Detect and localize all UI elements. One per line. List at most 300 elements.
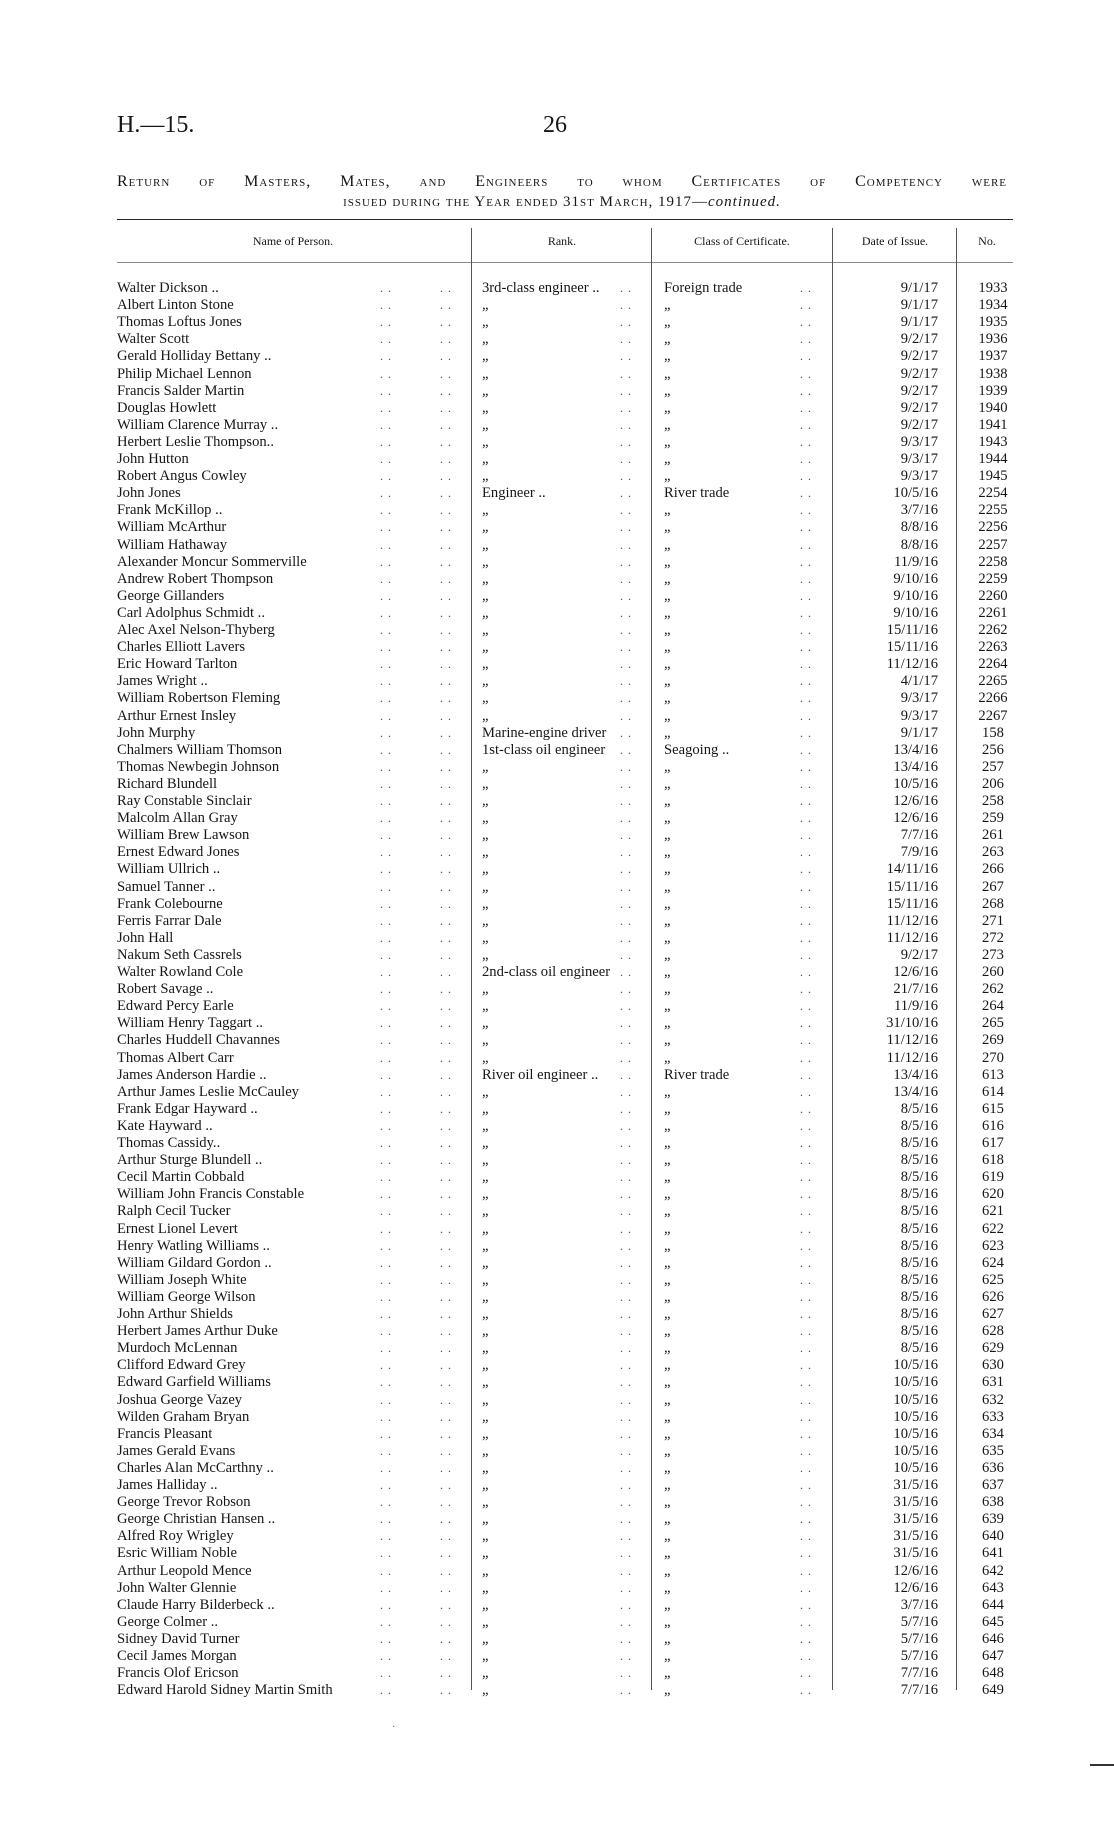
person-name: John Arthur Shields (117, 1306, 233, 1322)
rank: „ (482, 1477, 489, 1493)
rank-leader-dots: . . (620, 486, 632, 501)
certificate-number: 261 (982, 827, 1004, 844)
date-of-issue: 5/7/16 (900, 1630, 938, 1647)
certificate-number: 2259 (978, 570, 1008, 587)
date-of-issue: 9/1/17 (900, 297, 938, 314)
certificate-class: „ (664, 929, 671, 946)
date-of-issue: 13/4/16 (893, 758, 938, 775)
rank: „ (482, 878, 489, 895)
name-leader-dots-2: . . (440, 537, 452, 552)
certificate-class: „ (664, 1613, 671, 1630)
certificate-class: „ (664, 861, 671, 878)
certificate-number: 637 (982, 1477, 1004, 1493)
rank-leader-dots: . . (620, 1272, 632, 1287)
person-name: Thomas Albert Carr (117, 1049, 234, 1066)
header-bottom-rule (117, 262, 1013, 263)
certificate-number: 2264 (978, 656, 1008, 673)
certificate-number: 625 (982, 1271, 1004, 1288)
name-leader-dots-1: . . (380, 1170, 392, 1185)
person-name: Robert Angus Cowley (117, 468, 247, 485)
class-leader-dots: . . (800, 1324, 812, 1339)
person-name: John Hall (117, 929, 174, 946)
certificate-class: „ (664, 1391, 671, 1408)
certificate-number: 642 (982, 1562, 1004, 1579)
date-of-issue: 21/7/16 (893, 981, 938, 998)
name-leader-dots-2: . . (440, 623, 452, 637)
rank: „ (482, 656, 489, 673)
certificate-class: „ (664, 536, 671, 553)
rank: „ (482, 451, 489, 467)
certificate-class: River trade (664, 485, 730, 502)
class-leader-dots: . . (800, 1409, 812, 1424)
rank-leader-dots: . . (620, 1409, 632, 1424)
certificate-class: „ (664, 1254, 671, 1271)
rank-leader-dots: . . (620, 1084, 632, 1099)
certificate-number: 273 (982, 946, 1004, 963)
certificate-class: „ (664, 1630, 671, 1647)
class-leader-dots: . . (800, 1649, 812, 1663)
person-name: William John Francis Constable (117, 1186, 305, 1203)
person-name: Edward Garfield Williams (117, 1374, 271, 1391)
date-of-issue: 9/1/17 (900, 280, 938, 296)
name-leader-dots-1: . . (380, 1101, 392, 1116)
person-name: Ferris Farrar Dale (117, 912, 222, 929)
certificate-number: 646 (982, 1630, 1004, 1647)
certificate-number: 633 (982, 1408, 1004, 1425)
name-leader-dots-2: . . (440, 947, 452, 962)
rank-leader-dots: . . (620, 1683, 632, 1698)
certificate-class: „ (664, 1408, 671, 1425)
table-row (0, 1682, 1114, 1699)
date-of-issue: 10/5/16 (893, 1374, 938, 1391)
name-leader-dots-1: . . (380, 708, 392, 723)
class-leader-dots: . . (800, 794, 812, 808)
rank: „ (482, 1288, 489, 1305)
certificate-number: 262 (982, 981, 1004, 998)
person-name: William Ullrich .. (117, 861, 221, 878)
certificate-class: „ (664, 314, 671, 331)
class-leader-dots: . . (800, 1255, 812, 1270)
table-row (0, 1203, 1114, 1220)
name-leader-dots-1: . . (380, 623, 392, 637)
date-of-issue: 9/10/16 (893, 587, 938, 604)
class-leader-dots: . . (800, 896, 812, 911)
certificate-class: Seagoing .. (664, 741, 730, 758)
date-of-issue: 7/7/16 (900, 827, 938, 844)
class-leader-dots: . . (800, 1460, 812, 1475)
certificate-class: „ (664, 690, 671, 707)
rank-leader-dots: . . (620, 434, 632, 449)
rank: „ (482, 1459, 489, 1476)
certificate-number: 640 (982, 1528, 1004, 1545)
rank-leader-dots: . . (620, 1649, 632, 1663)
person-name: Malcolm Allan Gray (117, 810, 238, 827)
certificate-number: 258 (982, 793, 1004, 809)
table-row (0, 434, 1114, 451)
date-of-issue: 8/8/16 (900, 519, 938, 536)
date-of-issue: 10/5/16 (893, 1391, 938, 1408)
class-leader-dots: . . (800, 1546, 812, 1561)
rank: „ (482, 1511, 489, 1528)
certificate-number: 616 (982, 1117, 1004, 1134)
certificate-number: 271 (982, 912, 1004, 929)
certificate-class: „ (664, 1459, 671, 1476)
name-leader-dots-1: . . (380, 1597, 392, 1612)
rank-leader-dots: . . (620, 588, 632, 603)
certificate-number: 2266 (978, 690, 1008, 707)
certificate-class: „ (664, 1169, 671, 1186)
name-leader-dots-1: . . (380, 1255, 392, 1270)
name-leader-dots-1: . . (380, 913, 392, 928)
rank: „ (482, 365, 489, 382)
table-row (0, 742, 1114, 759)
rank-leader-dots: . . (620, 982, 632, 997)
date-of-issue: 12/6/16 (893, 1579, 938, 1596)
class-leader-dots: . . (800, 1050, 812, 1065)
person-name: Edward Harold Sidney Martin Smith (117, 1682, 333, 1699)
rank-leader-dots: . . (620, 930, 632, 945)
rank: „ (482, 775, 489, 792)
certificate-number: 2260 (978, 587, 1008, 604)
date-of-issue: 15/11/16 (886, 639, 938, 656)
certificate-number: 270 (982, 1049, 1004, 1066)
table-row (0, 861, 1114, 878)
certificate-number: 1943 (978, 433, 1008, 450)
name-leader-dots-1: . . (380, 725, 392, 740)
name-leader-dots-1: . . (380, 1136, 392, 1150)
certificate-class: „ (664, 1477, 671, 1493)
class-leader-dots: . . (800, 315, 812, 330)
certificate-class: „ (664, 1186, 671, 1203)
table-row (0, 725, 1114, 742)
certificate-class: „ (664, 707, 671, 724)
name-leader-dots-1: . . (380, 1324, 392, 1339)
table-row (0, 1135, 1114, 1152)
rank: „ (482, 981, 489, 998)
name-leader-dots-2: . . (440, 1409, 452, 1424)
rank-leader-dots: . . (620, 1187, 632, 1202)
class-leader-dots: . . (800, 452, 812, 466)
rank: „ (482, 622, 489, 638)
class-leader-dots: . . (800, 999, 812, 1014)
certificate-class: „ (664, 998, 671, 1015)
rank-leader-dots: . . (620, 1529, 632, 1544)
class-leader-dots: . . (800, 417, 812, 432)
certificate-class: „ (664, 946, 671, 963)
rank-leader-dots: . . (620, 1443, 632, 1458)
name-leader-dots-2: . . (440, 691, 452, 706)
person-name: Walter Rowland Cole (117, 964, 244, 980)
name-leader-dots-1: . . (380, 520, 392, 535)
name-leader-dots-2: . . (440, 708, 452, 723)
certificate-number: 266 (982, 861, 1004, 878)
rank: „ (482, 946, 489, 963)
table-row (0, 1289, 1114, 1306)
rank: „ (482, 827, 489, 844)
person-name: John Hutton (117, 451, 189, 467)
name-leader-dots-1: . . (380, 1460, 392, 1475)
class-leader-dots: . . (800, 1683, 812, 1698)
name-leader-dots-1: . . (380, 1512, 392, 1527)
certificate-number: 621 (982, 1203, 1004, 1220)
class-leader-dots: . . (800, 503, 812, 518)
name-leader-dots-2: . . (440, 1392, 452, 1407)
table-row (0, 1409, 1114, 1426)
certificate-number: 257 (982, 758, 1004, 775)
date-of-issue: 11/12/16 (886, 1049, 938, 1066)
person-name: Samuel Tanner .. (117, 878, 216, 895)
person-name: Carl Adolphus Schmidt .. (117, 604, 265, 621)
rank: „ (482, 895, 489, 912)
rank-leader-dots: . . (620, 879, 632, 894)
name-leader-dots-1: . . (380, 315, 392, 330)
table-row (0, 1648, 1114, 1665)
name-leader-dots-2: . . (440, 1307, 452, 1321)
person-name: Esric William Noble (117, 1545, 237, 1562)
certificate-class: „ (664, 399, 671, 416)
rank-leader-dots: . . (620, 1512, 632, 1527)
rank: „ (482, 1528, 489, 1545)
name-leader-dots-2: . . (440, 1478, 452, 1492)
name-leader-dots-2: . . (440, 913, 452, 928)
name-leader-dots-2: . . (440, 999, 452, 1014)
rank-leader-dots: . . (620, 776, 632, 791)
name-leader-dots-1: . . (380, 400, 392, 415)
class-leader-dots: . . (800, 879, 812, 894)
name-leader-dots-1: . . (380, 1580, 392, 1595)
rank: „ (482, 810, 489, 827)
table-row (0, 1443, 1114, 1460)
certificate-class: „ (664, 1220, 671, 1237)
person-name: Charles Elliott Lavers (117, 639, 246, 656)
table-row (0, 383, 1114, 400)
class-leader-dots: . . (800, 862, 812, 877)
date-of-issue: 10/5/16 (893, 1357, 938, 1374)
certificate-class: „ (664, 827, 671, 844)
person-name: Alfred Roy Wrigley (117, 1528, 234, 1545)
rank: 3rd-class engineer .. (482, 280, 600, 296)
rank-leader-dots: . . (620, 503, 632, 518)
page-number: 26 (543, 112, 567, 138)
date-of-issue: 8/5/16 (900, 1117, 938, 1134)
rank: „ (482, 348, 489, 365)
person-name: Frank Edgar Hayward .. (117, 1100, 258, 1117)
certificate-number: 645 (982, 1613, 1004, 1630)
certificate-class: „ (664, 331, 671, 348)
name-leader-dots-1: . . (380, 1649, 392, 1663)
date-of-issue: 9/3/17 (900, 433, 938, 450)
class-leader-dots: . . (800, 400, 812, 415)
rank: River oil engineer .. (482, 1066, 599, 1083)
certificate-class: „ (664, 1494, 671, 1511)
person-name: Walter Dickson .. (117, 280, 219, 296)
date-of-issue: 12/6/16 (893, 1562, 938, 1579)
name-leader-dots-1: . . (380, 1666, 392, 1681)
rank-leader-dots: . . (620, 1563, 632, 1578)
class-leader-dots: . . (800, 349, 812, 364)
certificate-class: „ (664, 1340, 671, 1357)
table-row (0, 1426, 1114, 1443)
person-name: Clifford Edward Grey (117, 1357, 246, 1374)
class-leader-dots: . . (800, 332, 812, 347)
certificate-number: 629 (982, 1340, 1004, 1357)
rank: „ (482, 1545, 489, 1562)
person-name: Cecil Martin Cobbald (117, 1169, 245, 1186)
date-of-issue: 9/10/16 (893, 604, 938, 621)
rank: „ (482, 1596, 489, 1613)
certificate-number: 617 (982, 1135, 1004, 1151)
certificate-number: 627 (982, 1306, 1004, 1322)
table-row (0, 1050, 1114, 1067)
date-of-issue: 9/3/17 (900, 468, 938, 485)
name-leader-dots-2: . . (440, 828, 452, 843)
rank: „ (482, 793, 489, 809)
name-leader-dots-2: . . (440, 1324, 452, 1339)
name-leader-dots-1: . . (380, 999, 392, 1014)
certificate-number: 2255 (978, 502, 1008, 519)
class-leader-dots: . . (800, 1478, 812, 1492)
table-row (0, 827, 1114, 844)
rank-leader-dots: . . (620, 965, 632, 979)
table-row (0, 605, 1114, 622)
name-leader-dots-2: . . (440, 794, 452, 808)
name-leader-dots-1: . . (380, 845, 392, 860)
name-leader-dots-2: . . (440, 776, 452, 791)
table-row (0, 913, 1114, 930)
name-leader-dots-2: . . (440, 1546, 452, 1561)
certificate-number: 615 (982, 1100, 1004, 1117)
name-leader-dots-2: . . (440, 1050, 452, 1065)
certificate-number: 206 (982, 775, 1004, 792)
certificate-class: „ (664, 964, 671, 980)
certificate-class: „ (664, 1442, 671, 1459)
table-row (0, 998, 1114, 1015)
table-row (0, 1631, 1114, 1648)
date-of-issue: 9/2/17 (900, 348, 938, 365)
rank: „ (482, 587, 489, 604)
name-leader-dots-2: . . (440, 1358, 452, 1373)
table-row (0, 1511, 1114, 1528)
rank-leader-dots: . . (620, 1580, 632, 1595)
certificate-number: 267 (982, 878, 1004, 895)
rank: „ (482, 433, 489, 450)
date-of-issue: 13/4/16 (893, 1083, 938, 1100)
certificate-class: „ (664, 1562, 671, 1579)
date-of-issue: 10/5/16 (893, 485, 938, 502)
certificate-number: 635 (982, 1442, 1004, 1459)
person-name: Chalmers William Thomson (117, 741, 283, 758)
table-row (0, 673, 1114, 690)
rank: „ (482, 1254, 489, 1271)
person-name: Arthur Leopold Mence (117, 1562, 252, 1579)
date-of-issue: 11/12/16 (886, 656, 938, 673)
rank-leader-dots: . . (620, 947, 632, 962)
name-leader-dots-1: . . (380, 349, 392, 364)
table-row (0, 297, 1114, 314)
person-name: Wilden Graham Bryan (117, 1408, 250, 1425)
date-of-issue: 8/5/16 (900, 1220, 938, 1237)
person-name: Frank McKillop .. (117, 502, 223, 519)
rank-leader-dots: . . (620, 862, 632, 877)
certificate-number: 1935 (978, 314, 1008, 331)
table-row (0, 1169, 1114, 1186)
person-name: Ernest Lionel Levert (117, 1220, 238, 1237)
rank-leader-dots: . . (620, 1426, 632, 1441)
name-leader-dots-2: . . (440, 725, 452, 740)
rank-leader-dots: . . (620, 708, 632, 723)
title-line-2 (117, 192, 1007, 213)
rank-leader-dots: . . (620, 452, 632, 466)
page-edge-mark (1090, 1764, 1114, 1766)
certificate-class: „ (664, 1511, 671, 1528)
name-leader-dots-2: . . (440, 1683, 452, 1698)
class-leader-dots: . . (800, 708, 812, 723)
certificate-number: 1936 (978, 331, 1008, 348)
certificate-number: 1938 (978, 365, 1008, 382)
certificate-number: 644 (982, 1596, 1004, 1613)
class-leader-dots: . . (800, 1307, 812, 1321)
class-leader-dots: . . (800, 1033, 812, 1048)
person-name: Thomas Cassidy.. (117, 1135, 221, 1151)
person-name: George Trevor Robson (117, 1494, 251, 1511)
certificate-number: 268 (982, 895, 1004, 912)
name-leader-dots-2: . . (440, 1580, 452, 1595)
rank: „ (482, 861, 489, 878)
name-leader-dots-2: . . (440, 1443, 452, 1458)
date-of-issue: 9/2/17 (900, 382, 938, 399)
certificate-number: 622 (982, 1220, 1004, 1237)
rank: „ (482, 1237, 489, 1254)
date-of-issue: 15/11/16 (886, 622, 938, 638)
rank: „ (482, 331, 489, 348)
name-leader-dots-2: . . (440, 674, 452, 689)
title-line-2-text: issued during the Year ended 31st March, 1917— (343, 194, 709, 210)
rank: „ (482, 604, 489, 621)
name-leader-dots-2: . . (440, 896, 452, 911)
table-row (0, 1374, 1114, 1391)
certificate-number: 641 (982, 1545, 1004, 1562)
name-leader-dots-2: . . (440, 520, 452, 535)
person-name: Thomas Newbegin Johnson (117, 758, 280, 775)
certificate-class: „ (664, 468, 671, 485)
date-of-issue: 9/2/17 (900, 416, 938, 433)
rank: „ (482, 1391, 489, 1408)
table-row (0, 1392, 1114, 1409)
date-of-issue: 8/8/16 (900, 536, 938, 553)
rank: „ (482, 1271, 489, 1288)
date-of-issue: 10/5/16 (893, 775, 938, 792)
certificate-number: 623 (982, 1237, 1004, 1254)
name-leader-dots-1: . . (380, 1631, 392, 1646)
print-mark: · (392, 1722, 396, 1733)
certificate-class: „ (664, 622, 671, 638)
name-leader-dots-1: . . (380, 1358, 392, 1373)
date-of-issue: 13/4/16 (893, 741, 938, 758)
date-of-issue: 8/5/16 (900, 1169, 938, 1186)
date-of-issue: 5/7/16 (900, 1648, 938, 1664)
name-leader-dots-1: . . (380, 896, 392, 911)
name-leader-dots-2: . . (440, 1238, 452, 1253)
class-leader-dots: . . (800, 845, 812, 860)
rank-leader-dots: . . (620, 1118, 632, 1133)
person-name: James Halliday .. (117, 1477, 218, 1493)
certificate-number: 260 (982, 964, 1004, 980)
class-leader-dots: . . (800, 1631, 812, 1646)
table-row (0, 554, 1114, 571)
name-leader-dots-2: . . (440, 657, 452, 672)
table-row (0, 331, 1114, 348)
title-line-1: Return of Masters, Mates, and Engineers to whom Certificates of Competency were (117, 173, 1007, 190)
